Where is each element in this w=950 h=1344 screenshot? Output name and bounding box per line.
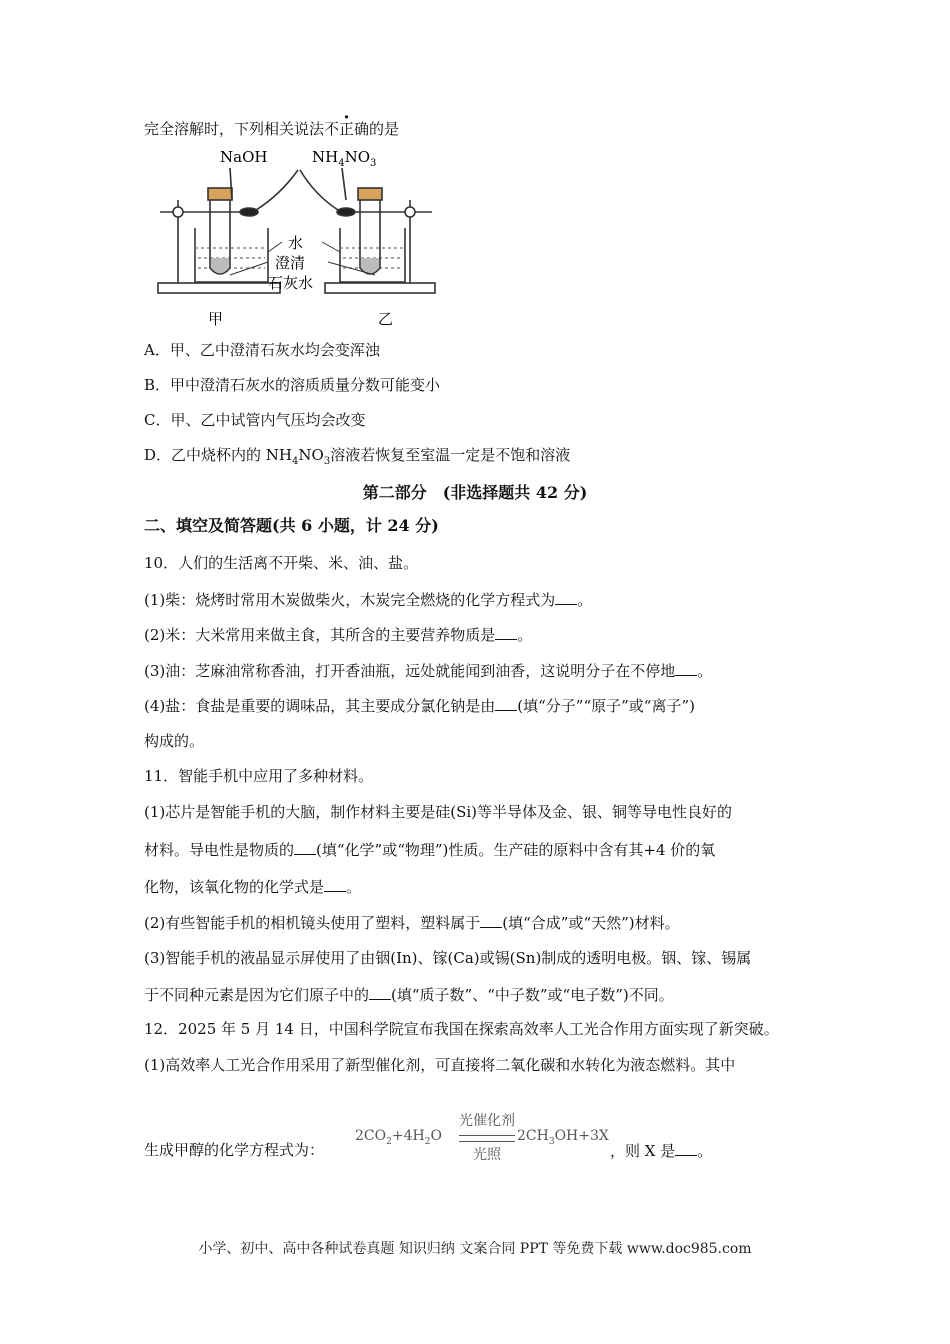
- q9-option-c: C．甲、乙中试管内气压均会改变: [144, 411, 366, 429]
- q10-part2: (2)米：大米常用来做主食，其所含的主要营养物质是 。: [144, 626, 533, 644]
- q10-part4: (4)盐：食盐是重要的调味品，其主要成分氯化钠是由 (填“分子”“原子”或“离子”): [144, 697, 695, 715]
- q11-part3-line1: (3)智能手机的液晶显示屏使用了由铟(In)、镓(Ca)或锡(Sn)制成的透明电极。铟、镓、锡属: [144, 949, 752, 967]
- limewater-label-2: 石灰水: [268, 274, 314, 292]
- spoon-nh4no3: [300, 168, 355, 216]
- answer-blank[interactable]: [675, 660, 697, 676]
- stand-yi: [325, 188, 435, 293]
- q9-option-a: A．甲、乙中澄清石灰水均会变浑浊: [144, 341, 380, 359]
- part2-title: 第二部分 (非选择题共 42 分): [362, 483, 588, 502]
- page-footer: 小学、初中、高中各种试卷真题 知识归纳 文案合同 PPT 等免费下载 www.doc985.com: [198, 1241, 752, 1257]
- naoh-label: NaOH: [220, 148, 268, 166]
- answer-blank[interactable]: [675, 1140, 697, 1156]
- q12-part1-line1: (1)高效率人工光合作用采用了新型催化剂，可直接将二氧化碳和水转化为液态燃料。其中: [144, 1056, 736, 1074]
- q12-stem: 12．2025 年 5 月 14 日，中国科学院宣布我国在探索高效率人工光合作用方面实现了新突破。: [144, 1020, 779, 1038]
- q11-stem: 11．智能手机中应用了多种材料。: [144, 767, 374, 785]
- stand-jia: [158, 188, 280, 293]
- methanol-equation: [355, 1110, 610, 1166]
- q11-part1-line2: 材料。导电性是物质的 (填“化学”或“物理”)性质。生产硅的原料中含有其+4 价的氧: [144, 841, 716, 859]
- section2-title: 二、填空及简答题(共 6 小题，计 24 分): [144, 516, 439, 535]
- q10-stem: 10．人们的生活离不开柴、米、油、盐。: [144, 554, 419, 572]
- answer-blank[interactable]: [324, 876, 346, 892]
- q11-part2: (2)有些智能手机的相机镜头使用了塑料，塑料属于 (填“合成”或“天然”)材料。: [144, 914, 680, 932]
- q12-part1-line2-post: ，则 X 是 。: [610, 1142, 713, 1160]
- q11-part3-line2: 于不同种元素是因为它们原子中的 (填“质子数”、“中子数”或“电子数”)不同。: [144, 986, 674, 1004]
- q12-part1-line2-pre: 生成甲醇的化学方程式为：: [144, 1141, 325, 1159]
- equation-condition-bottom: 光照: [473, 1147, 501, 1163]
- water-label: 水: [288, 234, 304, 252]
- equation-reactants: $2CO_2+4H_2O$: [355, 1128, 442, 1147]
- q9-stem-text: 完全溶解时，下列相关说法: [144, 120, 325, 138]
- q9-option-b: B．甲中澄清石灰水的溶质质量分数可能变小: [144, 376, 441, 394]
- answer-blank[interactable]: [495, 624, 517, 640]
- q10-part3: (3)油：芝麻油常称香油，打开香油瓶，远处就能闻到油香，这说明分子在不停地 。: [144, 662, 713, 680]
- q9-stem-end: 的是: [369, 120, 400, 138]
- q11-part1-line1: (1)芯片是智能手机的大脑，制作材料主要是硅(Si)等半导体及金、银、铜等导电性良好的: [144, 803, 733, 821]
- equation-products: $2CH_3OH+3X$: [517, 1128, 609, 1147]
- answer-blank[interactable]: [294, 839, 316, 855]
- answer-blank[interactable]: [495, 695, 517, 711]
- spoon-naoh: [230, 168, 298, 216]
- nh4no3-label: $NH_4NO_3$: [312, 148, 377, 169]
- equation-equals-sign: [459, 1135, 515, 1142]
- q9-stem: [144, 119, 399, 139]
- apparatus-figure: [150, 140, 450, 330]
- equation-condition-top: 光催化剂: [459, 1113, 515, 1129]
- q9-option-d: D．乙中烧杯内的 $NH_4NO_3$溶液若恢复至室温一定是不饱和溶液: [144, 446, 571, 467]
- answer-blank[interactable]: [480, 912, 502, 928]
- q9-emphasis: 不正确: [324, 120, 370, 138]
- q10-part4-line2: 构成的。: [144, 732, 205, 750]
- label-yi: 乙: [378, 310, 394, 328]
- answer-blank[interactable]: [369, 984, 391, 1000]
- q11-part1-line3: 化物，该氧化物的化学式是 。: [144, 878, 362, 896]
- limewater-label-1: 澄清: [275, 254, 306, 272]
- answer-blank[interactable]: [555, 589, 577, 605]
- q10-part1: (1)柴：烧烤时常用木炭做柴火，木炭完全燃烧的化学方程式为 。: [144, 591, 593, 609]
- label-jia: 甲: [208, 310, 224, 328]
